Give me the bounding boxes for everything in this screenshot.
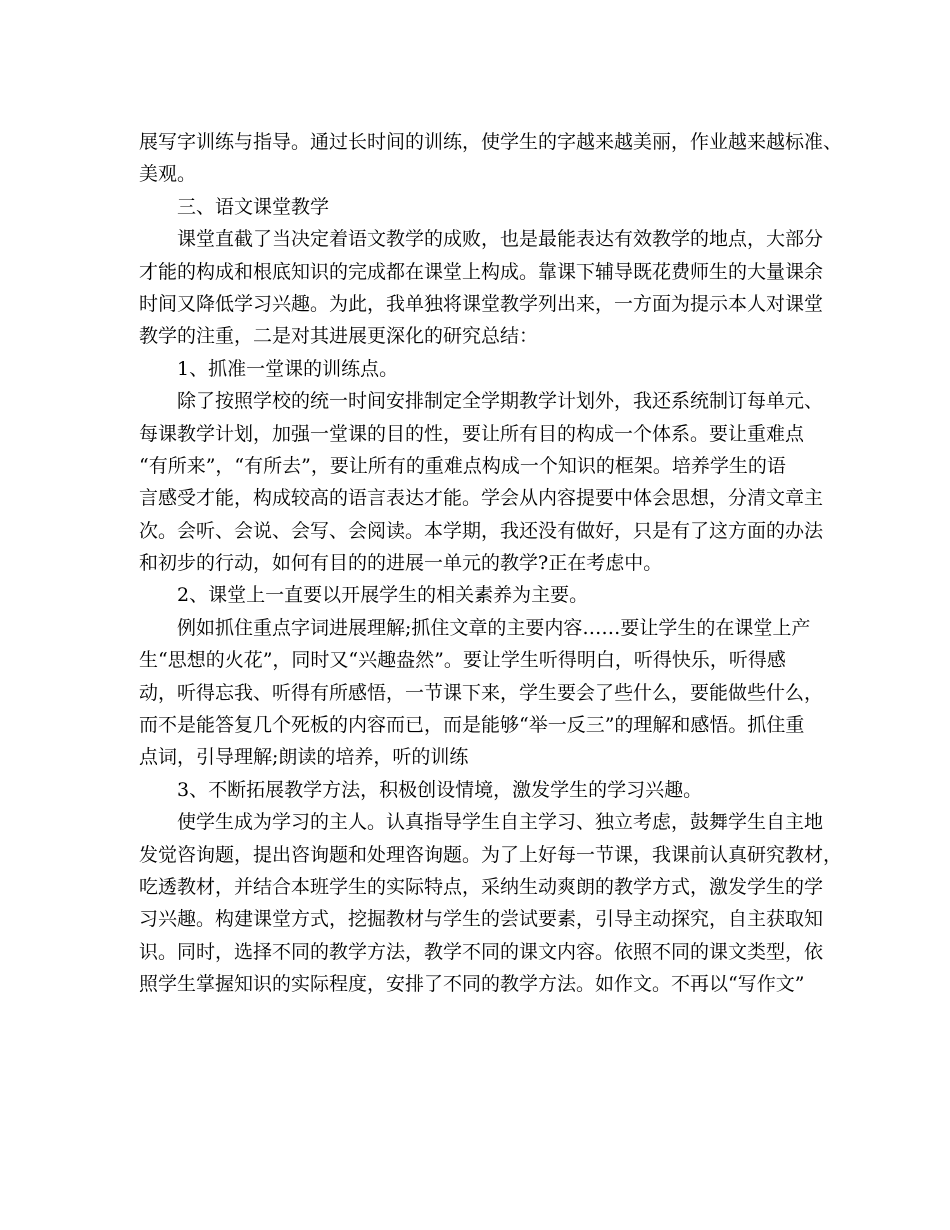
text-line: 课堂直截了当决定着语文教学的成败，也是最能表达有效教学的地点，大部分 (177, 228, 824, 251)
text-line: 识。同时，选择不同的教学方法，教学不同的课文内容。依照不同的课文类型，依 (139, 940, 824, 963)
text-line: 生“思想的火花”，同时又“兴趣盎然”。要让学生听得明白，听得快乐，听得感 (139, 649, 786, 672)
text-line: 教学的注重，二是对其进展更深化的研究总结： (139, 325, 539, 348)
text-line: 次。会听、会说、会写、会阅读。本学期，我还没有做好，只是有了这方面的办法 (139, 519, 824, 542)
document-body (139, 126, 843, 1001)
text-line: 时间又降低学习兴趣。为此，我单独将课堂教学列出来，一方面为提示本人对课堂 (139, 292, 824, 315)
text-line: 言感受才能，构成较高的语言表达才能。学会从内容提要中体会思想，分清文章主 (139, 487, 824, 510)
text-line: 2、课堂上一直要以开展学生的相关素养为主要。 (177, 584, 589, 607)
text-line: 而不是能答复几个死板的内容而已，而是能够“举一反三”的理解和感悟。抓住重 (139, 714, 805, 737)
text-line: 使学生成为学习的主人。认真指导学生自主学习、独立考虑，鼓舞学生自主地 (177, 811, 824, 834)
text-line: 3、不断拓展教学方法，积极创设情境，激发学生的学习兴趣。 (177, 778, 703, 801)
text-line: 美观。 (139, 163, 197, 186)
text-line: 才能的构成和根底知识的完成都在课堂上构成。靠课下辅导既花费师生的大量课余 (139, 260, 824, 283)
text-line: “有所来”，“有所去”，要让所有的重难点构成一个知识的框架。培养学生的语 (139, 454, 786, 477)
text-line: 发觉咨询题，提出咨询题和处理咨询题。为了上好每一节课，我课前认真研究教材， (139, 843, 843, 866)
text-line: 动，听得忘我、听得有所感悟，一节课下来，学生要会了些什么，要能做些什么， (139, 681, 824, 704)
text-line: 除了按照学校的统一时间安排制定全学期教学计划外，我还系统制订每单元、 (177, 390, 824, 413)
text-line: 和初步的行动，如何有目的的进展一单元的教学?正在考虑中。 (139, 552, 663, 575)
text-line: 照学生掌握知识的实际程度，安排了不同的教学方法。如作文。不再以“写作文” (139, 973, 805, 996)
text-line: 吃透教材，并结合本班学生的实际特点，采纳生动爽朗的教学方式，激发学生的学 (139, 875, 824, 898)
text-line: 每课教学计划，加强一堂课的目的性，要让所有目的构成一个体系。要让重难点 (139, 422, 805, 445)
text-line: 三、语文课堂教学 (177, 195, 330, 218)
text-line: 点词，引导理解;朗读的培养，听的训练 (139, 746, 469, 769)
text-line: 例如抓住重点字词进展理解;抓住文章的主要内容……要让学生的在课堂上产 (177, 616, 811, 639)
text-line: 展写字训练与指导。通过长时间的训练，使学生的字越来越美丽，作业越来越标准、 (139, 131, 843, 153)
text-line: 习兴趣。构建课堂方式，挖掘教材与学生的尝试要素，引导主动探究，自主获取知 (139, 908, 824, 931)
text-line: 1、抓准一堂课的训练点。 (177, 357, 399, 380)
